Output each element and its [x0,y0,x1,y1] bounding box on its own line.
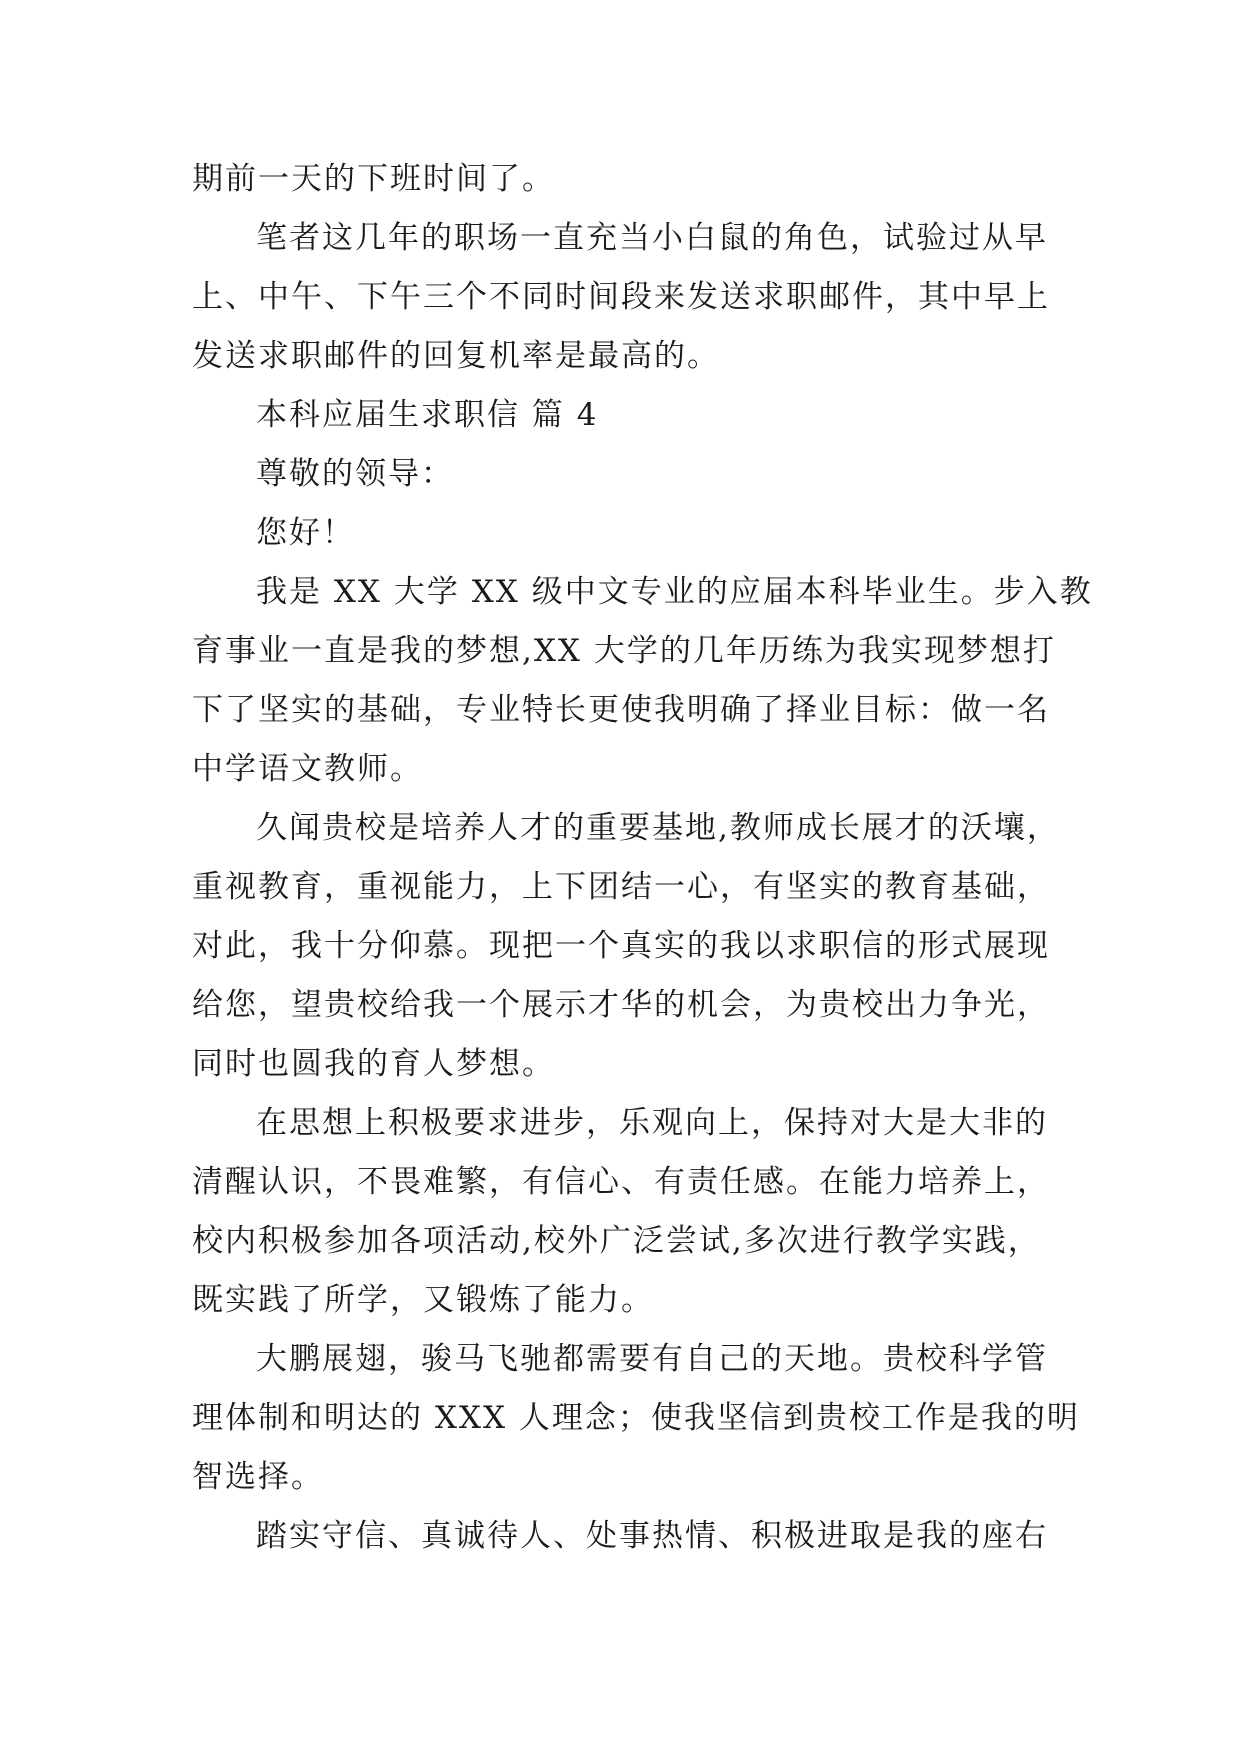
text-line: 校内积极参加各项活动,校外广泛尝试,多次进行教学实践， [192,1223,1041,1259]
text-line: 重视教育，重视能力，上下团结一心，有坚实的教育基础， [192,869,1050,905]
text-line: 您好！ [256,515,355,551]
text-line: 尊敬的领导： [256,456,454,492]
text-line: 清醒认识，不畏难繁，有信心、有责任感。在能力培养上， [192,1164,1050,1200]
text-line: 本科应届生求职信 篇 4 [256,397,599,433]
text-line: 在思想上积极要求进步，乐观向上，保持对大是大非的 [256,1105,1048,1141]
text-line: 上、中午、下午三个不同时间段来发送求职邮件，其中早上 [192,279,1050,315]
text-line: 踏实守信、真诚待人、处事热情、积极进取是我的座右 [256,1518,1048,1554]
text-line: 既实践了所学，又锻炼了能力。 [192,1282,654,1318]
text-line: 同时也圆我的育人梦想。 [192,1046,555,1082]
text-line: 下了坚实的基础，专业特长更使我明确了择业目标：做一名 [192,692,1050,728]
text-line: 笔者这几年的职场一直充当小白鼠的角色，试验过从早 [256,220,1048,256]
text-line: 给您，望贵校给我一个展示才华的机会，为贵校出力争光， [192,987,1050,1023]
text-line: 我是 XX 大学 XX 级中文专业的应届本科毕业生。步入教 [256,574,1093,610]
text-line: 对此，我十分仰慕。现把一个真实的我以求职信的形式展现 [192,928,1050,964]
text-line: 期前一天的下班时间了。 [192,161,555,197]
text-line: 发送求职邮件的回复机率是最高的。 [192,338,720,374]
document-body [192,150,1093,1566]
text-line: 中学语文教师。 [192,751,423,787]
text-line: 久闻贵校是培养人才的重要基地,教师成长展才的沃壤， [256,810,1060,846]
text-line: 智选择。 [192,1459,324,1495]
text-line: 大鹏展翅，骏马飞驰都需要有自己的天地。贵校科学管 [256,1341,1048,1377]
text-line: 理体制和明达的 XXX 人理念；使我坚信到贵校工作是我的明 [192,1400,1080,1436]
text-line: 育事业一直是我的梦想,XX 大学的几年历练为我实现梦想打 [192,633,1056,669]
